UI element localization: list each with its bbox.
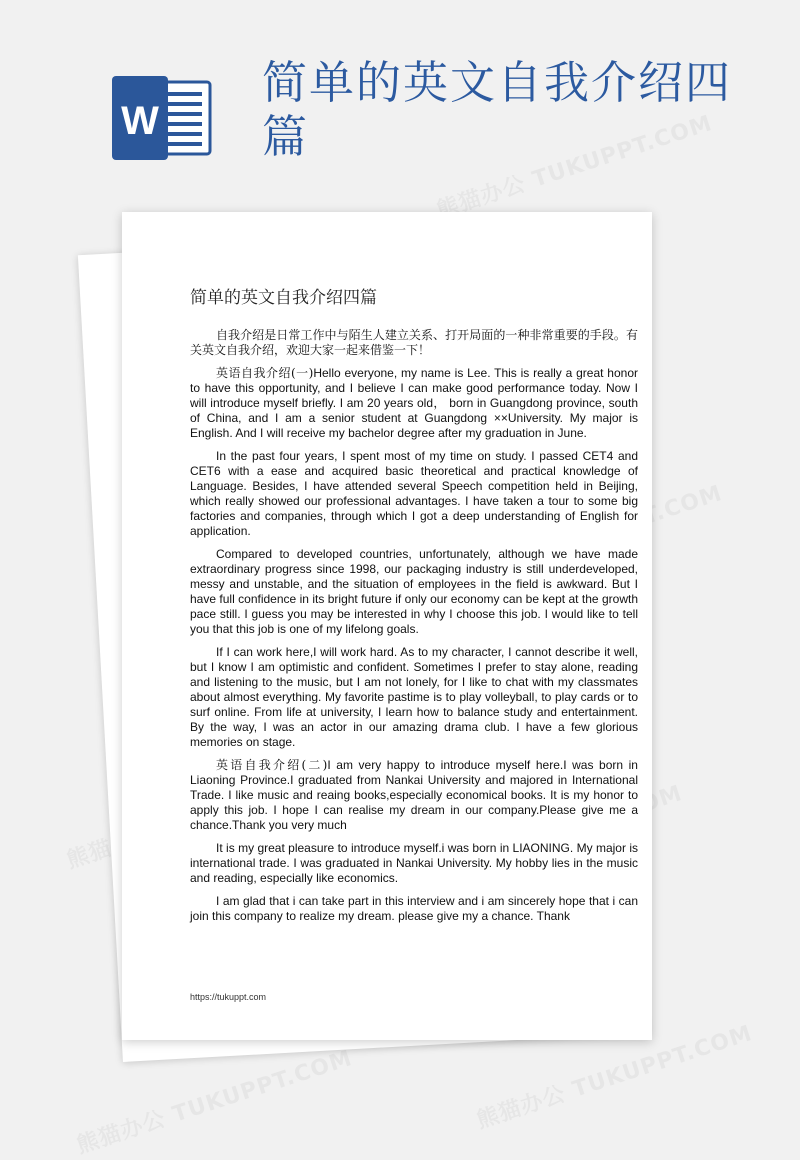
cover-title: 简单的英文自我介绍四篇: [262, 56, 733, 163]
paragraph-text: I am glad that i can take part in this interview and i am sincerely hope that i can join this company to realize my dream. please give my a chance. Thank: [190, 894, 638, 923]
paragraph-text: If I can work here,I will work hard. As to my character, I cannot describe it well, but I know I am optimistic and confident. Sometimes I prefer to stay alone, reading and listening to the music, but I am not lonely, for I like to chat with my classmates about almost everything. My favorite pastime is to play volleyball, to play cards or to surf online. From life at university, I learn how to balance study and entertainment. By the way, I was an actor in our amazing drama club. I have a few glorious memories on stage.: [190, 645, 638, 749]
document-title: 简单的英文自我介绍四篇: [190, 288, 377, 308]
paragraph-text: Hello everyone, my name is Lee. This is really a great honor to have this opportunity, and I believe I can make good performance today. Now I will introduce myself briefly. I am 20 years old， born in Guangdong province, south of China, and I am a senior student at Guangdong ××University. My major is English. And I will receive my bachelor degree after my graduation in June.: [190, 366, 638, 440]
paragraph-text: I am very happy to introduce myself here.I was born in Liaoning Province.I graduated from Nankai University and majored in International Trade. I like music and reaing books,especially economical books. It is my honor to apply this job. I hope I can realise my dream in our company.Please give me a chance.Thank you very much: [190, 758, 638, 832]
word-document-icon: [112, 76, 212, 160]
paragraph: [190, 841, 638, 886]
word-icon-letter: W: [121, 99, 159, 143]
paragraph: [190, 547, 638, 637]
paragraph: [190, 894, 638, 924]
paragraph-text: In the past four years, I spent most of my time on study. I passed CET4 and CET6 with a ease and acquired basic theoretical and practical knowledge of Language. Besides, I have attended several Speech competition held in Beijing, which really showed our professional advantages. I have taken a tour to some big factories and companies, through which I got a deep understanding of English for application.: [190, 449, 638, 538]
section-prefix: 英语自我介绍(二): [216, 758, 328, 772]
footer-url[interactable]: https://tukuppt.com: [190, 992, 267, 1002]
paragraph: [190, 449, 638, 539]
paragraph-text: It is my great pleasure to introduce myself.i was born in LIAONING. My major is international trade. I was graduated in Nankai University. My hobby lies in the music and reading, especially like economics.: [190, 841, 638, 885]
paragraph: [190, 758, 638, 833]
paragraph: [190, 645, 638, 750]
paragraph: [190, 366, 638, 441]
watermark: [72, 1041, 356, 1160]
section-prefix: 英语自我介绍(一): [216, 366, 314, 380]
paragraph-text: Compared to developed countries, unfortunately, although we have made extraordinary progress since 1998, our packaging industry is still underdeveloped, messy and unstable, and the situation of employees in the field is awkward. But I have full confidence in its bright future if only our economy can be kept at the growth pace still. I guess you may be interested in why I choose this job. I would like to tell you that this job is one of my lifelong goals.: [190, 547, 638, 636]
document-body: [190, 328, 638, 932]
intro-paragraph: 自我介绍是日常工作中与陌生人建立关系、打开局面的一种非常重要的手段。有关英文自我介绍，欢迎大家一起来借鉴一下！: [190, 328, 638, 357]
